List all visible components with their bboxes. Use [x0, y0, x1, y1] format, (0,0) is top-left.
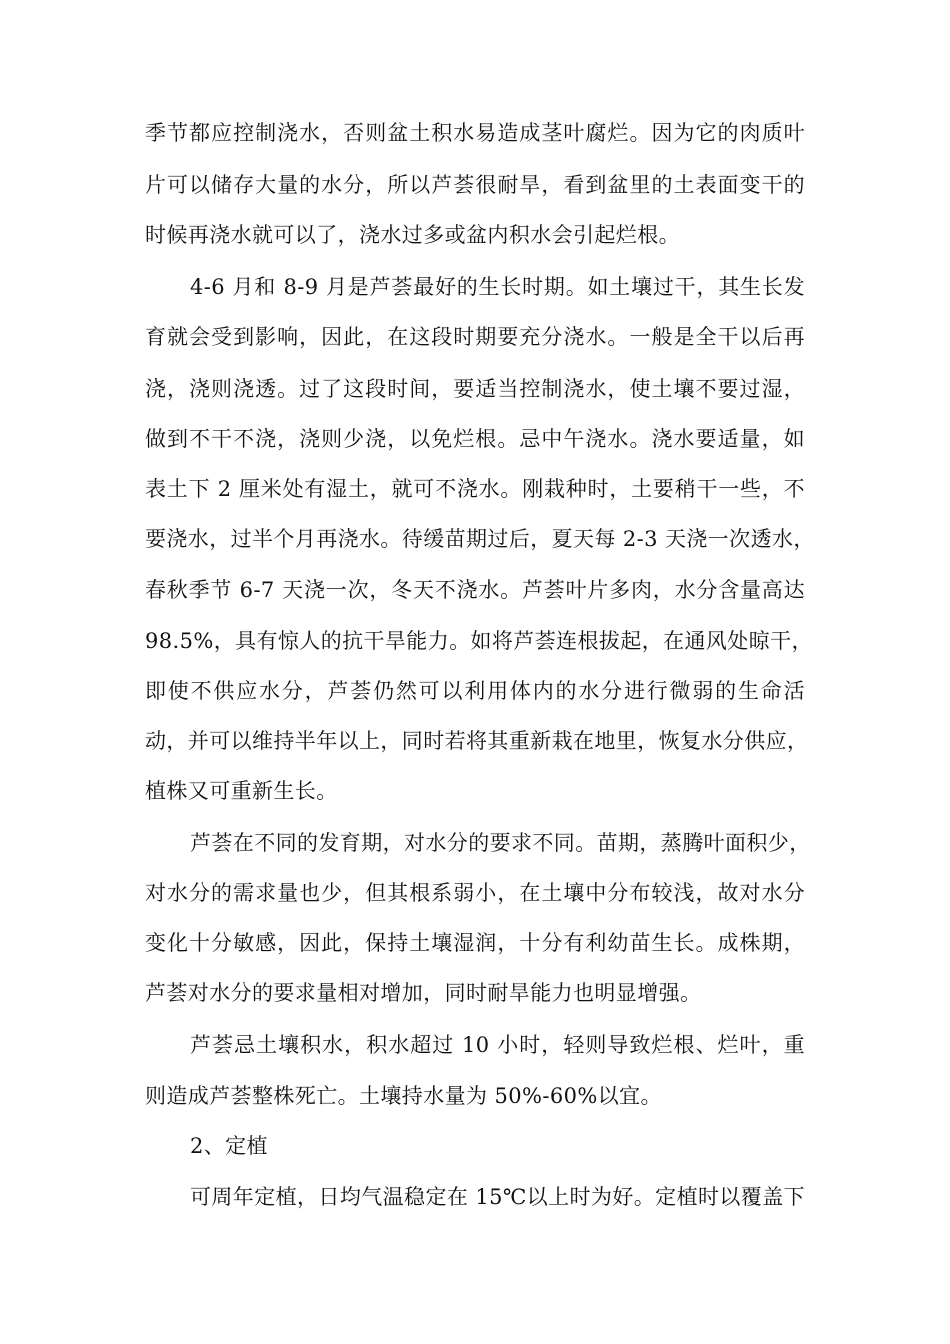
text-line: 芦荟对水分的要求量相对增加，同时耐旱能力也明显增强。 — [145, 981, 702, 1005]
text-line: 98.5%，具有惊人的抗干旱能力。如将芦荟连根拔起，在通风处晾干， — [145, 629, 813, 653]
paragraph-first-line: 4-6 月和 8-9 月是芦荟最好的生长时期。如土壤过干，其生长发 — [190, 275, 805, 299]
text-line: 要浇水，过半个月再浇水。待缓苗期过后，夏天每 2-3 天浇一次透水， — [145, 527, 815, 551]
text-line: 时候再浇水就可以了，浇水过多或盆内积水会引起烂根。 — [145, 223, 680, 247]
text-line: 季节都应控制浇水，否则盆土积水易造成茎叶腐烂。因为它的肉质叶 — [145, 121, 805, 145]
paragraph-first-line: 芦荟在不同的发育期，对水分的要求不同。苗期，蒸腾叶面积少， — [190, 831, 811, 855]
text-line: 育就会受到影响，因此，在这段时期要充分浇水。一般是全干以后再 — [145, 325, 805, 349]
text-line: 片可以储存大量的水分，所以芦荟很耐旱，看到盆里的土表面变干的 — [145, 173, 805, 197]
text-line: 即使不供应水分，芦荟仍然可以利用体内的水分进行微弱的生命活 — [145, 679, 805, 703]
paragraph-first-line: 可周年定植，日均气温稳定在 15℃以上时为好。定植时以覆盖下 — [190, 1185, 805, 1209]
text-line: 春秋季节 6-7 天浇一次，冬天不浇水。芦荟叶片多肉，水分含量高达 — [145, 578, 805, 602]
text-line: 浇，浇则浇透。过了这段时间，要适当控制浇水，使土壤不要过湿， — [145, 377, 805, 401]
paragraph-first-line: 芦荟忌土壤积水，积水超过 10 小时，轻则导致烂根、烂叶，重 — [190, 1033, 805, 1057]
text-line: 做到不干不浇，浇则少浇，以免烂根。忌中午浇水。浇水要适量，如 — [145, 427, 805, 451]
section-heading: 2、定植 — [190, 1134, 268, 1158]
text-line: 表土下 2 厘米处有湿土，就可不浇水。刚栽种时，土要稍干一些，不 — [145, 477, 805, 501]
text-line: 变化十分敏感，因此，保持土壤湿润，十分有利幼苗生长。成株期， — [145, 931, 805, 955]
text-line: 植株又可重新生长。 — [145, 779, 338, 803]
text-line: 则造成芦荟整株死亡。土壤持水量为 50%-60%以宜。 — [145, 1084, 662, 1108]
text-line: 动，并可以维持半年以上，同时若将其重新栽在地里，恢复水分供应， — [145, 729, 809, 753]
text-line: 对水分的需求量也少，但其根系弱小，在土壤中分布较浅，故对水分 — [145, 881, 805, 905]
